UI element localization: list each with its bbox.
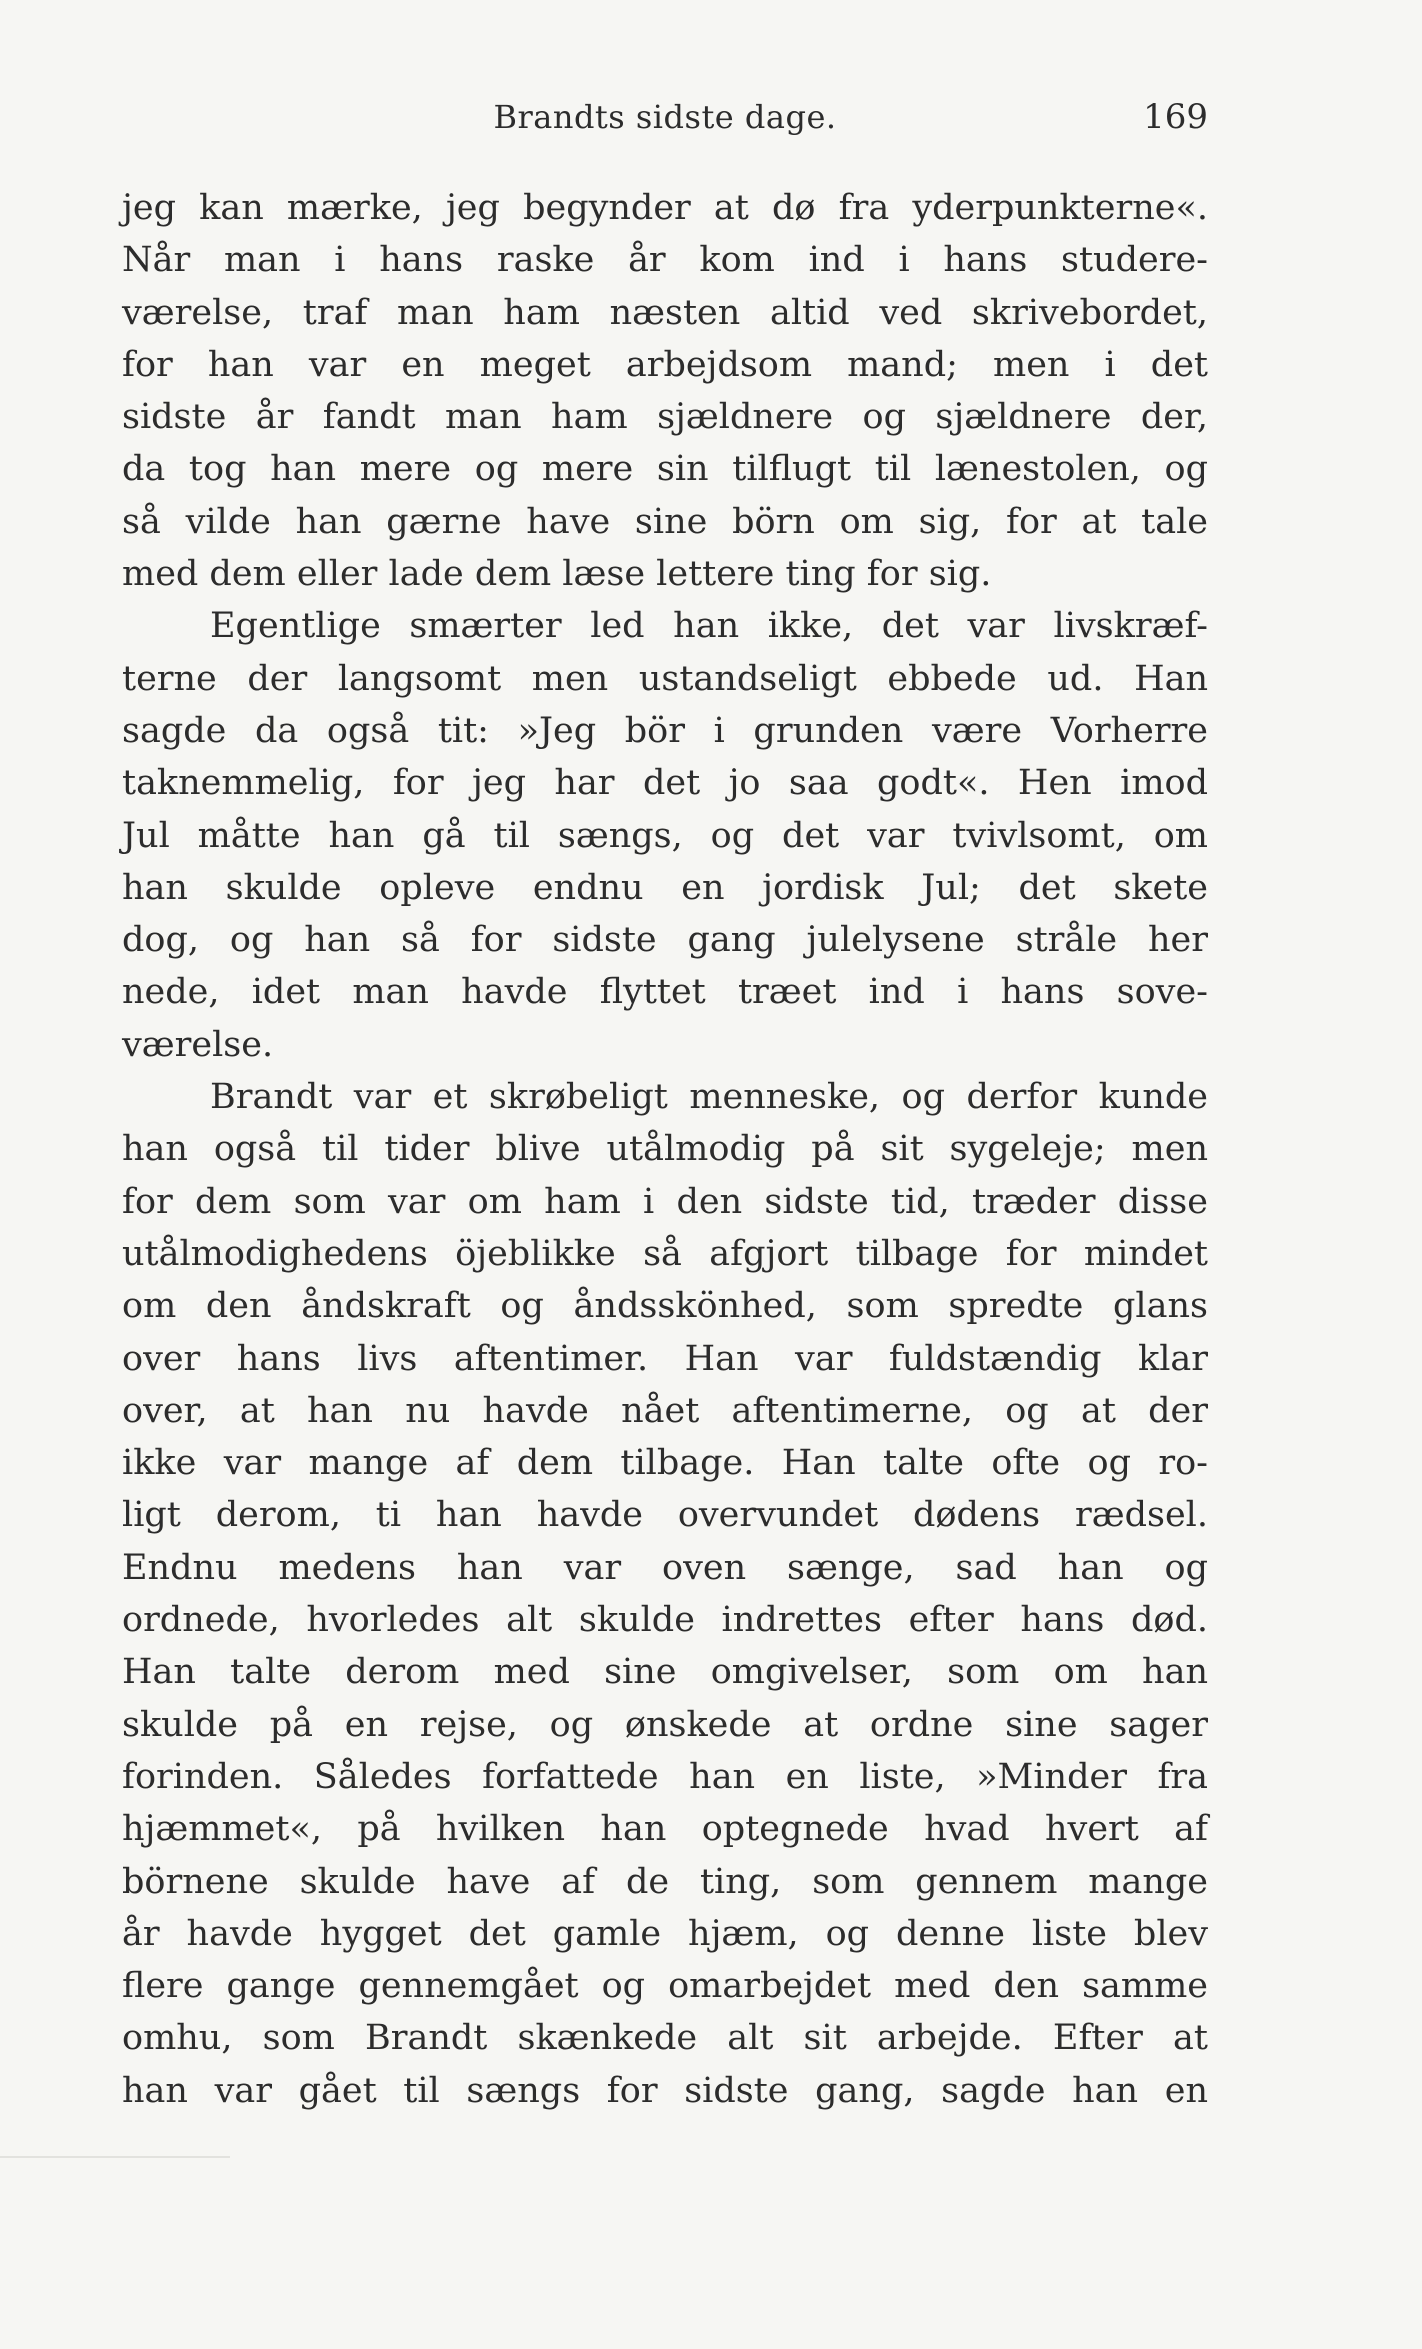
text-line: terne der langsomt men ustandseligt ebbede ud. Han xyxy=(122,658,1208,699)
text-line: Når man i hans raske år kom ind i hans studere- xyxy=(122,240,1208,281)
paragraph-start-line: Egentlige smærter led han ikke, det var livskræf- xyxy=(210,606,1208,647)
text-line: skulde på en rejse, og ønskede at ordne sine sager xyxy=(122,1704,1208,1745)
text-line: Han talte derom med sine omgivelser, som om han xyxy=(122,1652,1208,1693)
text-line: flere gange gennemgået og omarbejdet med den samme xyxy=(122,1966,1208,2007)
text-line: over hans livs aftentimer. Han var fuldstændig klar xyxy=(122,1338,1208,1379)
text-line: dog, og han så for sidste gang julelysene stråle her xyxy=(122,920,1208,961)
text-line: jeg kan mærke, jeg begynder at dø fra yderpunkterne«. xyxy=(122,188,1208,228)
text-line: så vilde han gærne have sine börn om sig, for at tale xyxy=(122,501,1208,542)
text-line: han var gået til sængs for sidste gang, sagde han en xyxy=(122,2070,1208,2111)
text-line: ordnede, hvorledes alt skulde indrettes efter hans død. xyxy=(122,1600,1208,1641)
text-line: utålmodighedens öjeblikke så afgjort tilbage for mindet xyxy=(122,1233,1208,1274)
text-line: for han var en meget arbejdsom mand; men i det xyxy=(122,344,1208,385)
text-line: ikke var mange af dem tilbage. Han talte ofte og ro- xyxy=(122,1443,1208,1484)
text-line: sidste år fandt man ham sjældnere og sjældnere der, xyxy=(122,397,1208,438)
text-line: Jul måtte han gå til sængs, og det var tvivlsomt, om xyxy=(122,815,1208,856)
text-line: for dem som var om ham i den sidste tid, træder disse xyxy=(122,1181,1208,1222)
body-text xyxy=(122,182,1208,2117)
text-line: Endnu medens han var oven sænge, sad han og xyxy=(122,1547,1208,1588)
running-header xyxy=(122,92,1208,142)
text-line: da tog han mere og mere sin tilflugt til lænestolen, og xyxy=(122,449,1208,490)
text-line: forinden. Således forfattede han en liste, »Minder fra xyxy=(122,1756,1208,1797)
text-line: han også til tider blive utålmodig på sit sygeleje; men xyxy=(122,1129,1208,1170)
text-line: ligt derom, ti han havde overvundet dødens rædsel. xyxy=(122,1495,1208,1536)
text-line: med dem eller lade dem læse lettere ting for sig. xyxy=(122,554,992,595)
text-line: værelse, traf man ham næsten altid ved skrivebordet, xyxy=(122,292,1208,333)
text-line: hjæmmet«, på hvilken han optegnede hvad hvert af xyxy=(122,1809,1208,1850)
text-line: om den åndskraft og åndsskönhed, som spredte glans xyxy=(122,1286,1208,1327)
text-line: börnene skulde have af de ting, som gennem mange xyxy=(122,1861,1208,1902)
text-line: sagde da også tit: »Jeg bör i grunden være Vorherre xyxy=(122,710,1208,751)
text-line: taknemmelig, for jeg har det jo saa godt«. Hen imod xyxy=(122,763,1208,804)
text-line: år havde hygget det gamle hjæm, og denne liste blev xyxy=(122,1913,1208,1954)
text-line: omhu, som Brandt skænkede alt sit arbejde. Efter at xyxy=(122,2018,1208,2059)
text-line: værelse. xyxy=(122,1024,274,1065)
text-line: nede, idet man havde flyttet træet ind i hans sove- xyxy=(122,972,1208,1013)
page-number: 169 xyxy=(1143,97,1208,137)
text-line: han skulde opleve endnu en jordisk Jul; det skete xyxy=(122,867,1208,908)
running-title: Brandts sidste dage. xyxy=(493,98,837,136)
paragraph-start-line: Brandt var et skrøbeligt menneske, og derfor kunde xyxy=(210,1077,1208,1118)
text-line: over, at han nu havde nået aftentimerne, og at der xyxy=(122,1390,1208,1431)
scan-edge-divider xyxy=(0,2156,230,2158)
